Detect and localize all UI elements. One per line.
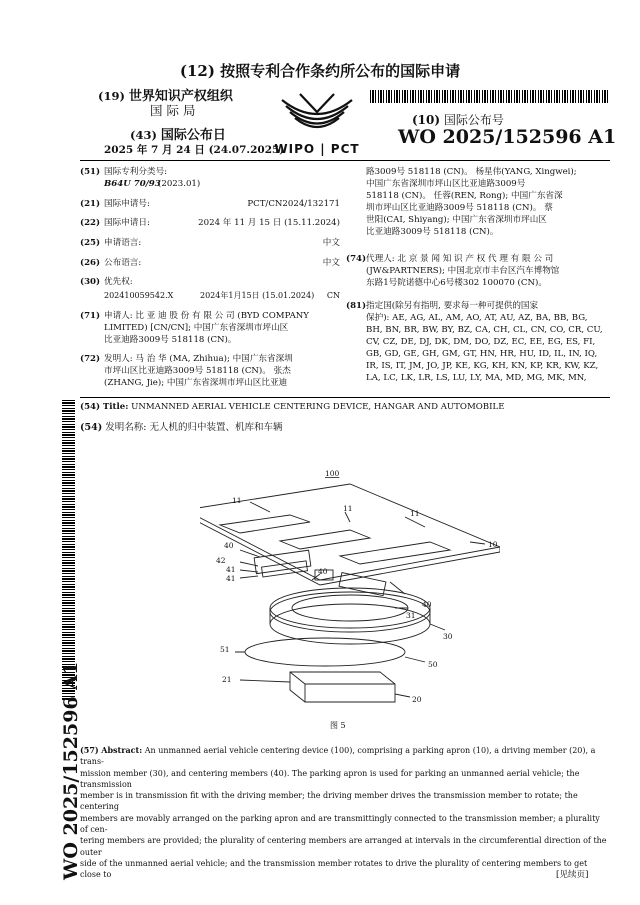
figure-label-11c: 11	[410, 509, 420, 518]
abstract-text1: An unmanned aerial vehicle centering device (100), comprising a parking apron (10), a driving member (20), a trans-	[80, 746, 596, 767]
f81-line3: BH, BN, BR, BW, BY, BZ, CA, CH, CL, CN, CO, CR, CU,	[366, 325, 603, 335]
r-line1: 路3009号 518118 (CN)。 杨星伟(YANG, Xingwei);	[366, 167, 577, 177]
title-cn-num: (54)	[80, 422, 103, 433]
f81-line2: 保护): AE, AG, AL, AM, AO, AT, AU, AZ, BA, BB, BG,	[366, 313, 588, 323]
f71-line1: 申请人: 比 亚 迪 股 份 有 限 公 司 (BYD COMPANY	[104, 311, 309, 321]
f30-val3: CN	[326, 291, 340, 300]
figure-label-20: 20	[412, 695, 422, 704]
field-51	[80, 166, 340, 190]
f81-line6: IR, IS, IT, JM, JO, JP, KE, KG, KH, KN, KP, KR, KW, KZ,	[366, 361, 599, 371]
pub-no-label: 国际公布号	[443, 113, 504, 127]
f72-line3: (ZHANG, Jie); 中国广东省深圳市坪山区比亚迪	[104, 378, 288, 388]
field-74	[346, 253, 610, 289]
f22-val: 2024 年 11 月 15 日 (15.11.2024)	[198, 218, 340, 228]
f71-line3: 比亚迪路3009号 518118 (CN)。	[104, 335, 237, 345]
wipo-emblem-icon	[262, 92, 372, 136]
pub-no-num: (10)	[412, 113, 441, 127]
org-sub: 国 际 局	[150, 103, 196, 118]
field-22	[80, 217, 340, 229]
r-line4: 圳市坪山区比亚迪路3009号 518118 (CN)。 蔡	[366, 203, 553, 213]
abstract-line2: mission member (30), and centering members (40). The parking apron is used for parking an unmanned aerial vehicle; the transmission	[80, 768, 580, 789]
title-cn	[80, 419, 283, 433]
f51-label: 国际专利分类号:	[104, 167, 168, 177]
f72-num: (72)	[80, 354, 101, 364]
abstract-line4: members are movably arranged on the parking apron and are transmittingly connected to the transmission member; a plurality of cen-	[80, 813, 600, 835]
pub-date-num: (43)	[130, 128, 157, 142]
f74-num: (74)	[346, 254, 367, 264]
f81-line4: CV, CZ, DE, DJ, DK, DM, DO, DZ, EC, EE, EG, ES, FI,	[366, 337, 596, 347]
f22-label: 国际申请日:	[104, 218, 150, 228]
side-pub-number: WO 2025/152596 A1	[60, 661, 82, 880]
f26-val: 中文	[322, 258, 340, 268]
continued-note: [见续页]	[556, 870, 589, 880]
r-line3: 518118 (CN)。 任蓉(REN, Rong); 中国广东省深	[366, 191, 563, 201]
f72-line2: 市坪山区比亚迪路3009号 518118 (CN)。 张杰	[104, 366, 291, 376]
inventors-continued	[346, 166, 610, 242]
figure-label-50: 50	[428, 660, 438, 669]
f71-num: (71)	[80, 311, 101, 321]
figure-label-51: 51	[220, 645, 230, 654]
figure-label-42: 42	[216, 556, 226, 565]
org-num: (19)	[98, 89, 125, 103]
figure-label-41a: 41	[226, 565, 236, 574]
f25-label: 申请语言:	[104, 238, 142, 248]
figure-caption: 图 5	[330, 721, 346, 730]
f81-line7: LA, LC, LK, LR, LS, LU, LY, MA, MD, MG, MK, MN,	[366, 373, 587, 383]
f74-line3: 东路1号院诺德中心6号楼302 100070 (CN)。	[366, 278, 547, 288]
abstract-line5: tering members are provided; the plurality of centering members are arranged at intervals in the circumferential direction of the outer	[80, 836, 607, 857]
title-en-label: Title:	[102, 402, 129, 412]
patent-drawing	[200, 462, 500, 722]
field-71	[80, 310, 340, 346]
f25-num: (25)	[80, 238, 101, 248]
f26-label: 公布语言:	[104, 258, 142, 268]
f51-val2: (2023.01)	[158, 179, 201, 189]
title-cn-label: 发明名称:	[105, 422, 147, 433]
f30-num: (30)	[80, 277, 101, 287]
org-name: 世界知识产权组织	[128, 89, 233, 104]
abstract	[80, 745, 610, 881]
figure-label-11b: 11	[343, 504, 353, 513]
f71-line2: LIMITED) [CN/CN]; 中国广东省深圳市坪山区	[104, 323, 289, 333]
abstract-num: (57)	[80, 745, 99, 755]
f25-val: 中文	[322, 238, 340, 248]
f81-num: (81)	[346, 301, 367, 311]
pub-number: WO 2025/152596 A1	[398, 126, 617, 148]
figure-label-40c: 40	[422, 600, 432, 609]
f26-num: (26)	[80, 258, 101, 268]
title-en-text: UNMANNED AERIAL VEHICLE CENTERING DEVICE, HANGAR AND AUTOMOBILE	[131, 402, 505, 412]
header-divider	[80, 160, 610, 161]
title-en	[80, 402, 505, 412]
figure-label-30: 30	[443, 632, 453, 641]
f74-line2: (JW&PARTNERS); 中国北京市丰台区汽车博物馆	[366, 266, 560, 276]
f21-val: PCT/CN2024/132171	[247, 199, 340, 209]
figure-label-10: 10	[488, 540, 498, 549]
f22-num: (22)	[80, 218, 101, 228]
f81-line1: 指定国(除另有指明, 要求每一种可提供的国家	[366, 301, 539, 311]
figure-label-40a: 40	[224, 541, 234, 550]
document-title: (12) 按照专利合作条约所公布的国际申请	[179, 62, 461, 80]
abstract-label: Abstract:	[101, 745, 143, 755]
figure-label-11a: 11	[232, 496, 242, 505]
field-72	[80, 353, 340, 389]
figure-label-31: 31	[406, 611, 416, 620]
r-line2: 中国广东省深圳市坪山区比亚迪路3009号	[366, 179, 526, 189]
abstract-line6: side of the unmanned aerial vehicle; and the transmission member rotates to drive the plurality of centering members to get close to	[80, 858, 588, 880]
pub-date: 2025 年 7 月 24 日 (24.07.2025)	[104, 144, 285, 156]
titles-divider	[80, 397, 610, 398]
barcode-top	[370, 90, 610, 103]
pub-date-label: 国际公布日	[160, 128, 226, 143]
f51-val1: B64U 70/93	[104, 179, 161, 189]
title-en-num: (54)	[80, 402, 101, 412]
r-line6: 比亚迪路3009号 518118 (CN)。	[366, 227, 499, 237]
figure-ref-main: 100	[325, 469, 340, 478]
f72-line1: 发明人: 马 治 华 (MA, Zhihua); 中国广东省深圳	[104, 354, 293, 364]
drone-centering-device-drawing	[200, 462, 500, 722]
f30-label: 优先权:	[104, 277, 133, 287]
field-25	[80, 237, 340, 249]
f30-val1: 202410059542.X	[104, 291, 174, 300]
field-81	[346, 300, 610, 386]
pub-date-header	[130, 124, 226, 143]
f74-line1: 代理人: 北 京 景 闻 知 识 产 权 代 理 有 限 公 司	[366, 254, 554, 264]
field-21	[80, 198, 340, 210]
field-26	[80, 257, 340, 269]
field-30	[80, 276, 340, 300]
title-cn-text: 无人机的归中装置、机库和车辆	[149, 422, 283, 433]
abstract-line3: member is in transmission fit with the driving member; the driving member drives the transmission member to rotate; the centering	[80, 791, 578, 812]
abstract-line1	[80, 745, 610, 768]
f81-line5: GB, GD, GE, GH, GM, GT, HN, HR, HU, ID, IL, IN, IQ,	[366, 349, 598, 359]
figure-label-41b: 41	[226, 574, 236, 583]
f21-label: 国际申请号:	[104, 199, 150, 209]
figure-label-40b: 40	[318, 567, 328, 576]
r-line5: 世阳(CAI, Shiyang); 中国广东省深圳市坪山区	[366, 215, 547, 225]
wipo-logo-text: WIPO | PCT	[274, 142, 360, 156]
wipo-logo	[262, 92, 372, 154]
f21-num: (21)	[80, 199, 101, 209]
f30-val2: 2024年1月15日 (15.01.2024)	[200, 291, 315, 300]
barcode-side	[62, 400, 75, 700]
f51-num: (51)	[80, 167, 101, 177]
figure-label-21: 21	[222, 675, 232, 684]
